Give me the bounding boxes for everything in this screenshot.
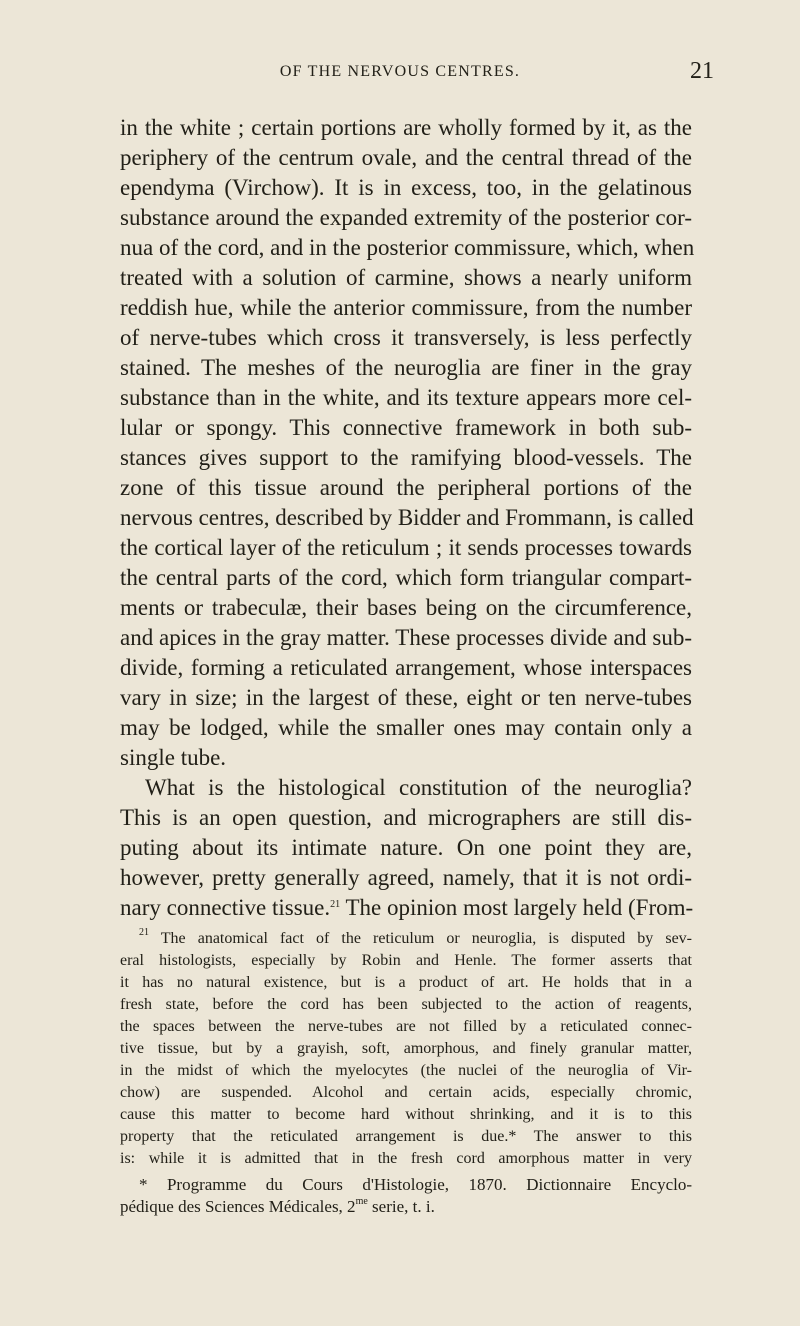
body-line: may be lodged, while the smaller ones may contain only a (120, 715, 692, 740)
footnote-line (139, 929, 692, 949)
body-line: substance around the expanded extremity of the posterior cor- (120, 205, 692, 230)
body-line: periphery of the centrum ovale, and the central thread of the (120, 145, 692, 170)
body-line: stances gives support to the ramifying blood-vessels. The (120, 445, 692, 470)
body-line: reddish hue, while the anterior commissure, from the number (120, 295, 692, 320)
reference-text: serie, t. i. (367, 1197, 435, 1216)
body-line: treated with a solution of carmine, shows a nearly uniform (120, 265, 692, 290)
body-line: stained. The meshes of the neuroglia are finer in the gray (120, 355, 692, 380)
footnote-line: cause this matter to become hard without shrinking, and it is to this (120, 1106, 692, 1123)
body-line: of nerve-tubes which cross it transversely, is less perfectly (120, 325, 692, 350)
footnote-line (120, 1127, 692, 1147)
body-line: vary in size; in the largest of these, eight or ten nerve-tubes (120, 685, 692, 710)
page-number: 21 (690, 58, 714, 84)
footnote-line: eral histologists, especially by Robin and Henle. The former asserts that (120, 952, 692, 969)
body-line: puting about its intimate nature. On one point they are, (120, 835, 692, 860)
body-line: ments or trabeculæ, their bases being on the circumference, (120, 595, 692, 620)
body-line: zone of this tissue around the peripheral portions of the (120, 475, 692, 500)
body-line: nervous centres, described by Bidder and Frommann, is called (120, 505, 694, 530)
body-line: substance than in the white, and its texture appears more cel- (120, 385, 692, 410)
body-line: in the white ; certain portions are wholly formed by it, as the (120, 115, 692, 140)
body-line: ependyma (Virchow). It is in excess, too, in the gelatinous (120, 175, 692, 200)
footnote-line: chow) are suspended. Alcohol and certain acids, especially chromic, (120, 1084, 692, 1101)
footnote-line-text: property that the reticulated arrangement is due.* (120, 1128, 517, 1145)
footnote-line: the spaces between the nerve-tubes are not filled by a reticulated connec- (120, 1018, 692, 1035)
superscript: me (355, 1196, 368, 1207)
reference-line (120, 1197, 692, 1217)
reference-text: Dictionnaire Encyclo- (526, 1175, 693, 1194)
reference-text: * Programme du Cours d'Histologie, 1870. (139, 1175, 507, 1194)
body-line: lular or spongy. This connective framework in both sub- (120, 415, 692, 440)
body-line: however, pretty generally agreed, namely, that it is not ordi- (120, 865, 692, 890)
body-line: the cortical layer of the reticulum ; it sends processes towards (120, 535, 692, 560)
body-line-with-footnote (120, 895, 692, 921)
body-line: What is the histological constitution of the neuroglia? (145, 775, 692, 800)
footnote-reference-marker: 21 (330, 899, 341, 910)
body-line: nua of the cord, and in the posterior commissure, which, when (120, 235, 695, 260)
footnote-marker: 21 (139, 927, 149, 938)
body-line: divide, forming a reticulated arrangement, whose interspaces (120, 655, 692, 680)
reference-text: pédique des Sciences Médicales, 2 (120, 1197, 356, 1216)
body-line-part: The opinion most largely held (From- (345, 895, 694, 920)
footnote-line-text: The anatomical fact of the reticulum or neuroglia, is disputed by sev- (160, 930, 692, 947)
footnote-line: it has no natural existence, but is a product of art. He holds that in a (120, 974, 692, 991)
footnote-line: is: while it is admitted that in the fresh cord amorphous matter in very (120, 1150, 692, 1167)
reference-line (139, 1175, 692, 1195)
footnote-line: tive tissue, but by a grayish, soft, amorphous, and finely granular matter, (120, 1040, 692, 1057)
footnote-line: fresh state, before the cord has been subjected to the action of reagents, (120, 996, 692, 1013)
body-line: single tube. (120, 745, 227, 770)
body-line: and apices in the gray matter. These processes divide and sub- (120, 625, 692, 650)
body-line-part: nary connective tissue. (120, 895, 331, 920)
footnote-line-text: The answer to this (533, 1128, 692, 1145)
running-title: OF THE NERVOUS CENTRES. (279, 63, 521, 80)
body-line: This is an open question, and micrographers are still dis- (120, 805, 692, 830)
footnote-line: in the midst of which the myelocytes (the nuclei of the neuroglia of Vir- (120, 1062, 692, 1079)
body-line: the central parts of the cord, which form triangular compart- (120, 565, 692, 590)
